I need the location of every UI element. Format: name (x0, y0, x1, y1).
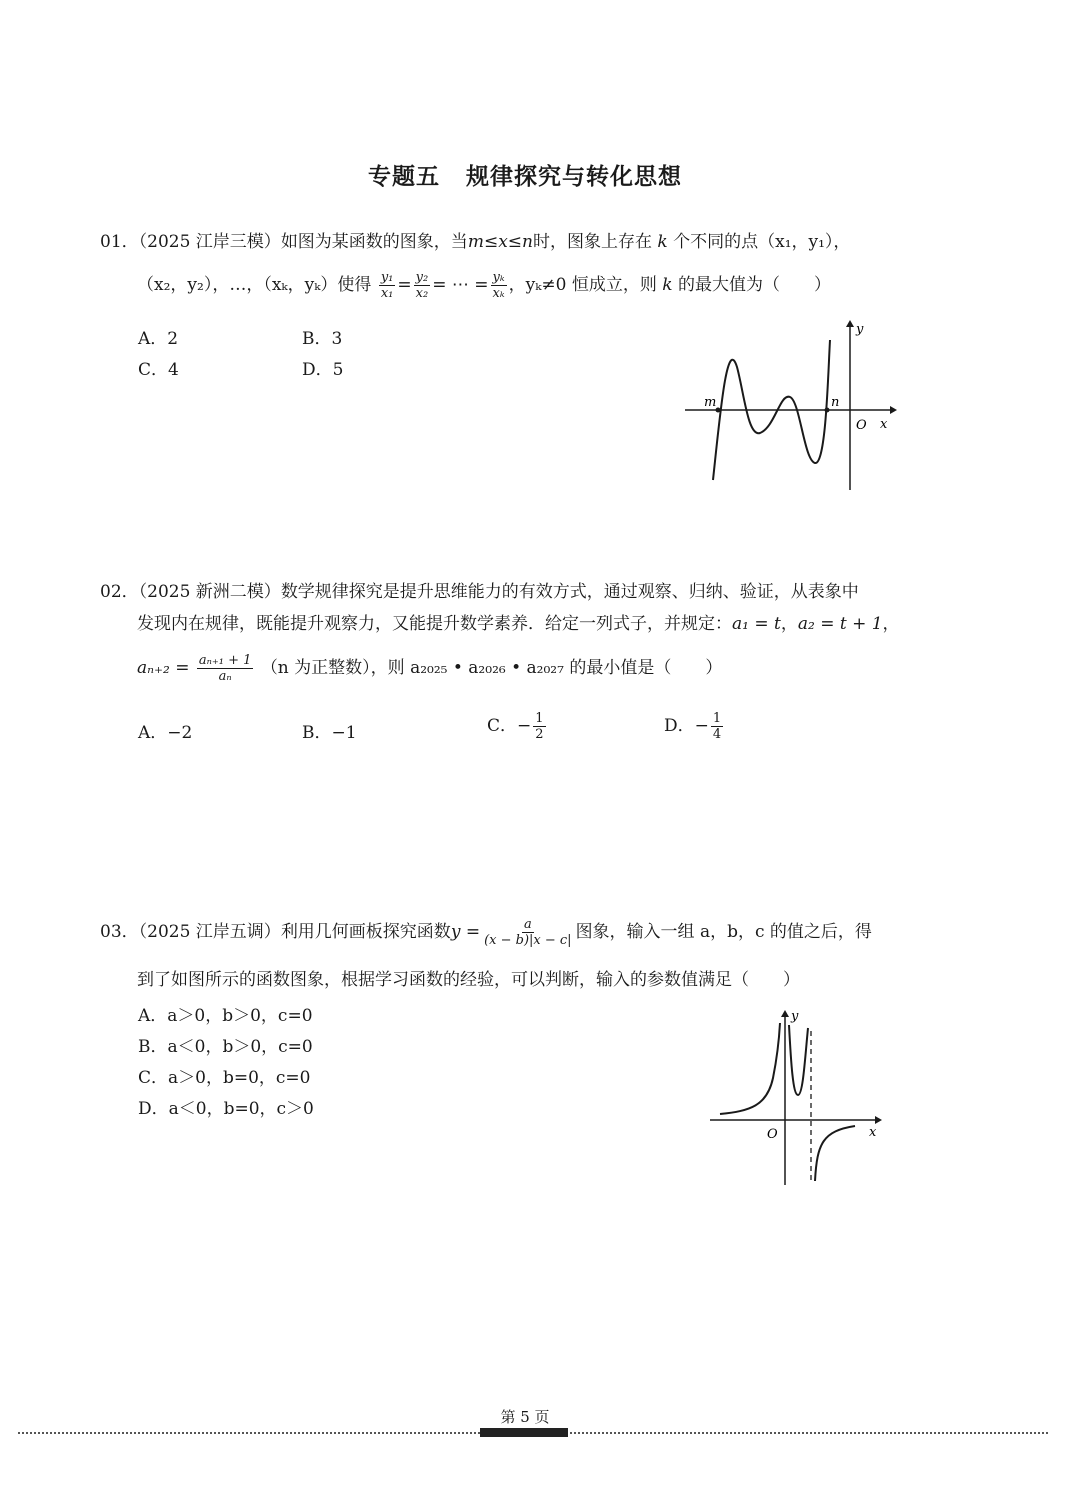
q2-line2-text: 发现内在规律，既能提升观察力，又能提升数学素养．给定一列式子，并规定： (137, 614, 732, 634)
q2-opt-c-den: 2 (535, 727, 544, 742)
q1-option-c: C．4 (138, 360, 179, 380)
q1-eq-mid: = ⋯ = (432, 275, 489, 295)
q2-source: （2025 新洲二模） (138, 582, 281, 602)
title-part2: 规律探究与转化思想 (466, 163, 682, 190)
q1-line2: （x₂，y₂），…，（xₖ，yₖ）使得 $\frac{\text{y₁}}{\text{x₁}}$ = $\frac{\text{y₂}}{\text{x₂}}$ = ⋯ = $\frac{\text{yₖ}}{\text{xₖ}}$ ，yₖ≠0 恒成立，则 k 的最大值为（ ） (137, 270, 831, 301)
q1-k2: k (662, 275, 673, 295)
q1-text-after: 时，图象上存在 (532, 232, 652, 252)
q3-option-b: B．a＜0，b＞0，c=0 (138, 1037, 313, 1057)
q2-a1: a₁ = t (732, 614, 781, 634)
q1-label-o: O (856, 418, 867, 433)
q1-frac1-num: y₁ (380, 270, 394, 285)
q1-frac1 (379, 270, 396, 301)
q3-curve-middle (789, 1025, 808, 1095)
q1-k1: k (657, 232, 668, 252)
q1-option-a: A．2 (138, 329, 179, 349)
q3-line1-after: 图象，输入一组 a，b，c 的值之后，得 (575, 922, 872, 942)
q3-y-arrow (781, 1010, 789, 1017)
q1-frac1-den: x₁ (380, 286, 394, 301)
page-title (0, 158, 1050, 191)
q1-label-x: x (880, 417, 888, 432)
q2-opt-d-num: 1 (712, 711, 722, 726)
q1-option-b: B．3 (302, 329, 343, 349)
q2-number: 02． (100, 582, 139, 602)
q3-option-d: D．a＜0，b=0，c＞0 (138, 1099, 314, 1119)
q2-line1 (100, 580, 859, 604)
q2-opt-d-den: 4 (712, 727, 722, 742)
q1-m: m (467, 232, 484, 252)
q3-func-num: a (523, 917, 532, 932)
q1-number: 01． (100, 232, 139, 252)
q3-curve-left (720, 1023, 780, 1114)
q1-label-m: m (704, 395, 717, 410)
q2-option-b: B．−1 (302, 723, 357, 743)
q3-func-den: (x − b)|x − c| (484, 933, 572, 948)
q2-line3 (137, 650, 722, 686)
q1-y-arrow (846, 320, 854, 327)
q1-function-graph (680, 315, 900, 495)
q3-number: 03． (100, 922, 139, 942)
q3-line1 (100, 912, 872, 952)
q1-frac2-den: x₂ (415, 286, 429, 301)
q2-opt-c-num: 1 (535, 711, 544, 726)
q2-line2 (137, 612, 900, 636)
q2-option-d (664, 706, 725, 746)
q2-rec-lhs: aₙ₊₂ = (137, 658, 190, 678)
q1-line2-start: （x₂，y₂），…，（xₖ，yₖ）使得 (137, 275, 372, 295)
q1-source: （2025 江岸三模） (138, 232, 281, 252)
q1-le2: ≤ (507, 232, 523, 252)
q2-rec-frac (197, 653, 254, 684)
q1-frac2 (414, 270, 431, 301)
q3-label-y: y (791, 1009, 799, 1024)
q2-comma2: ， (882, 614, 900, 634)
q2-opt-c-prefix: C．− (487, 716, 532, 736)
q3-source: （2025 江岸五调） (138, 922, 281, 942)
q1-text: 如图为某函数的图象，当 (280, 232, 468, 252)
q1-point-n (825, 408, 830, 413)
title-part1: 专题五 (368, 163, 440, 190)
q1-option-d: D．5 (302, 360, 344, 380)
q1-tail: 个不同的点（x₁，y₁）， (673, 232, 851, 252)
q3-option-a: A．a＞0，b＞0，c=0 (138, 1006, 313, 1026)
q3-line2: 到了如图所示的函数图象，根据学习函数的经验，可以判断，输入的参数值满足（ ） (137, 970, 800, 990)
q2-opt-d-frac (711, 711, 723, 742)
q1-frac2-num: y₂ (415, 270, 429, 285)
q3-func-frac (482, 917, 573, 948)
q2-line1-text: 数学规律探究是提升思维能力的有效方式，通过观察、归纳、验证，从表象中 (280, 582, 859, 602)
q3-label-x: x (869, 1125, 877, 1140)
q1-line1 (100, 230, 850, 254)
q2-opt-d-prefix: D．− (664, 716, 709, 736)
q2-rec-num: aₙ₊₁ + 1 (198, 653, 252, 668)
q1-frac3-num: yₖ (492, 270, 505, 285)
q1-end: 的最大值为（ ） (678, 275, 831, 295)
q3-curve-right (815, 1126, 855, 1181)
page-number: 第 5 页 (500, 1408, 550, 1426)
q3-y-eq: y = (450, 922, 481, 942)
q1-label-n: n (831, 395, 840, 410)
q3-label-o: O (767, 1127, 778, 1142)
q2-option-c (487, 706, 548, 746)
q2-comma: ， (780, 614, 798, 634)
q1-frac3 (491, 270, 507, 301)
q1-label-y: y (856, 322, 864, 337)
q2-opt-c-frac (533, 711, 545, 742)
q3-line1-text: 利用几何画板探究函数 (280, 922, 451, 942)
q2-rec-den: aₙ (218, 669, 232, 684)
q1-cond: ，yₖ≠0 恒成立，则 (508, 275, 657, 295)
q3-x-arrow (875, 1116, 882, 1124)
q1-le1: ≤ (483, 232, 499, 252)
q1-x-arrow (890, 406, 897, 414)
q1-n: n (522, 232, 533, 252)
q2-option-a: A．−2 (138, 723, 193, 743)
footer-bar (480, 1428, 568, 1437)
q2-line3-text: （n 为正整数），则 a₂₀₂₅ • a₂₀₂₆ • a₂₀₂₇ 的最小值是（ ） (260, 658, 723, 678)
q3-function-graph (705, 1003, 895, 1193)
q1-frac3-den: xₖ (492, 286, 505, 301)
q3-option-c: C．a＞0，b=0，c=0 (138, 1068, 311, 1088)
q2-a2: a₂ = t + 1 (797, 614, 883, 634)
q1-x: x (498, 232, 508, 252)
